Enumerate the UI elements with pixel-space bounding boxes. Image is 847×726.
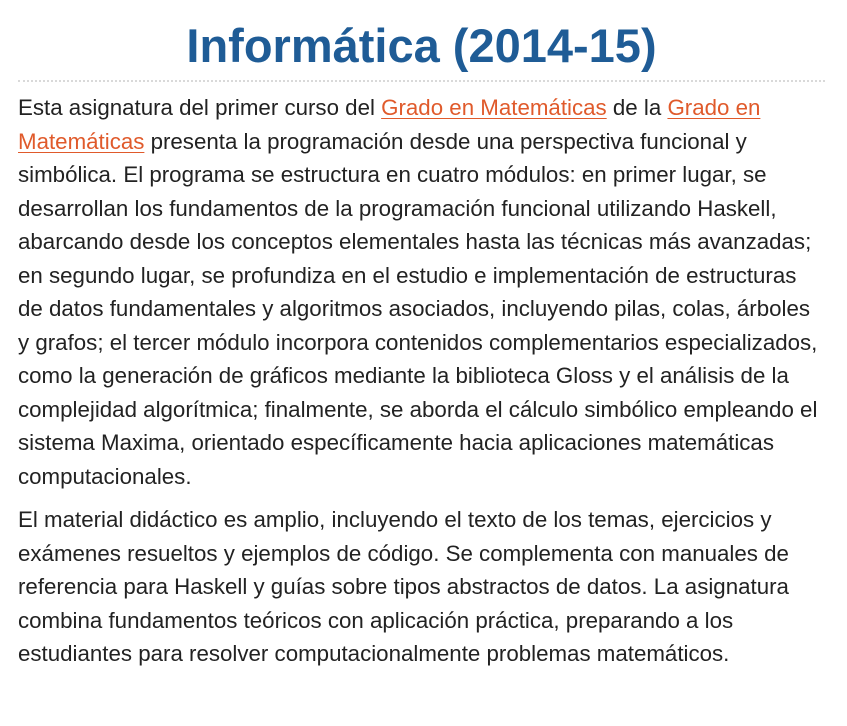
paragraph-text-connector: de la — [606, 95, 668, 120]
materials-paragraph: El material didáctico es amplio, incluyendo el texto de los temas, ejercicios y exámenes resueltos y ejemplos de código. Se complementa con manuales de referencia para Haskell y guías sobre tipos abstractos de datos. La asignatura combina fundamentos teóricos con aplicación práctica, preparando a los estudiantes para resolver computacionalmente problemas matemáticos. — [18, 507, 789, 666]
paragraph-text-body: presenta la programación desde una perspectiva funcional y simbólica. El programa se estructura en cuatro módulos: en primer lugar, se desarrollan los fundamentos de la programación funcional utilizando Haskell, abarcando desde los conceptos elementales hasta las técnicas más avanzadas; en segundo lugar, se profundiza en el estudio e implementación de estructuras de datos fundamentales y algoritmos asociados, incluyendo pilas, colas, árboles y grafos; el tercer módulo incorpora contenidos complementarios especializados, como la generación de gráficos mediante la biblioteca Gloss y el análisis de la complejidad algorítmica; finalmente, se aborda el cálculo simbólico empleando el sistema Maxima, orientado específicamente hacia aplicaciones matemáticas computacionales. — [18, 128, 818, 489]
grado-matematicas-link[interactable]: Grado en Matemáticas — [381, 95, 607, 120]
title-divider — [18, 80, 825, 82]
paragraph-text-intro: Esta asignatura del primer curso del — [18, 95, 382, 120]
grado-matematicas-link-2[interactable]: Grado en Matemáticas — [18, 95, 761, 154]
description-paragraph — [18, 91, 825, 493]
page-title: Informática (2014-15) — [186, 19, 657, 72]
